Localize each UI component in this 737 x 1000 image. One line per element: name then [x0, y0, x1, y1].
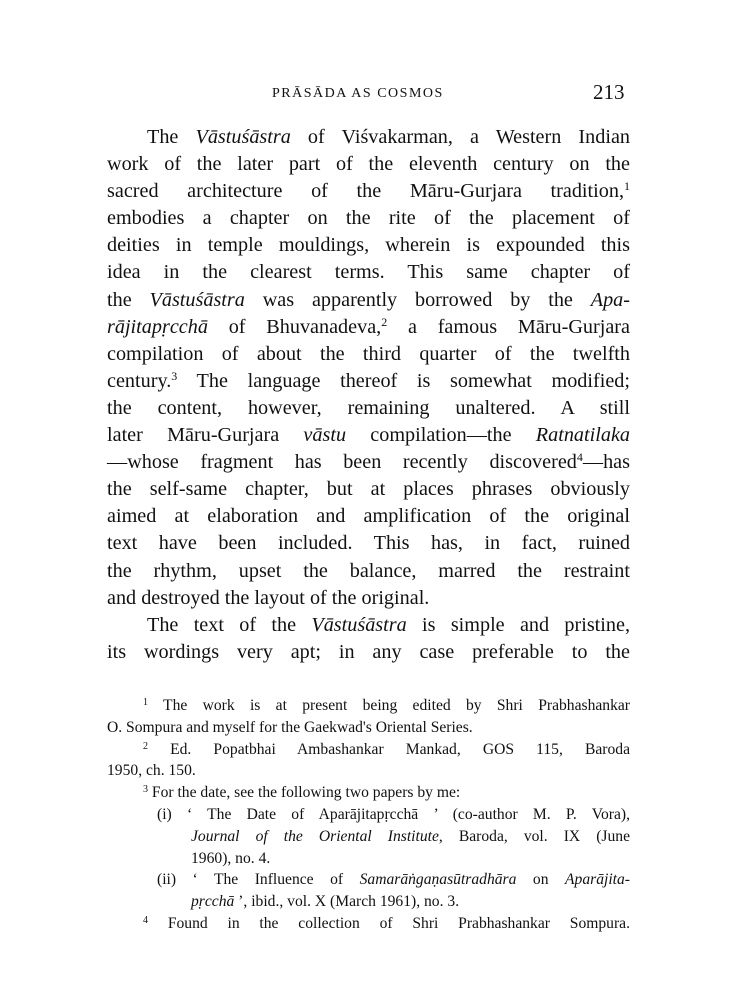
page-number: 213	[593, 80, 625, 104]
text-line: aimed at elaboration and amplification of the original	[107, 505, 630, 528]
footnotes	[107, 695, 630, 935]
text-line: work of the later part of the eleventh century on the	[107, 153, 630, 176]
footnote-text: Journal of the Oriental Institute, Baroda, vol. IX (June	[191, 827, 630, 845]
footnote-text: (ii) ‘ The Influence of Samarāṅgaṇasūtradhāra on Aparājita-	[157, 871, 631, 889]
footnote-text: O. Sompura and myself for the Gaekwad's Oriental Series.	[107, 718, 473, 736]
text-line: —whose fragment has been recently discovered$^4$—has	[107, 450, 630, 474]
running-head: PRĀSĀDA AS COSMOS	[272, 86, 444, 101]
text-line: embodies a chapter on the rite of the placement of	[107, 207, 630, 230]
text-line: text have been included. This has, in fact, ruined	[107, 532, 630, 555]
text-line: rājitapṛcchā of Bhuvanadeva,$^2$ a famous Māru-Gurjara	[107, 314, 630, 338]
footnote-3: $^3$ For the date, see the following two papers by me:	[143, 784, 461, 802]
text-line: the Vāstuśāstra was apparently borrowed by the Apa-	[107, 288, 630, 311]
text-line: The text of the Vāstuśāstra is simple and pristine,	[147, 613, 631, 636]
footnote-ref: 2	[381, 314, 388, 329]
text-line: the self-same chapter, but at places phrases obviously	[107, 478, 630, 501]
footnote-4: $^4$ Found in the collection of Shri Prabhashankar Sompura.	[143, 914, 630, 932]
body-text	[107, 124, 630, 666]
footnote-ref: 1	[624, 179, 630, 194]
footnote-text: 1960), no. 4.	[191, 849, 271, 867]
text-line: sacred architecture of the Māru-Gurjara tradition,$^1$	[107, 179, 630, 203]
text-line: the rhythm, upset the balance, marred the restraint	[107, 559, 630, 582]
footnote-2: $^2$ Ed. Popatbhai Ambashankar Mankad, GOS 115, Baroda	[143, 740, 630, 758]
footnote-text: 1950, ch. 150.	[107, 762, 196, 780]
footnote-ref: 4	[576, 450, 583, 465]
footnote-1: $^1$ The work is at present being edited by Shri Prabhashankar	[143, 697, 630, 714]
page-header	[0, 80, 737, 110]
text-line: deities in temple mouldings, wherein is expounded this	[107, 234, 630, 257]
text-line: compilation of about the third quarter of the twelfth	[107, 342, 630, 365]
text-line: The Vāstuśāstra of Viśvakarman, a Western Indian	[147, 126, 630, 148]
text-line: and destroyed the layout of the original.	[107, 586, 430, 609]
text-line: its wordings very apt; in any case preferable to the	[107, 640, 630, 663]
text-line: later Māru-Gurjara vāstu compilation—the Ratnatilaka	[107, 424, 630, 447]
footnote-text: (i) ‘ The Date of Aparājitapṛcchā ’ (co-author M. P. Vora),	[157, 805, 630, 823]
footnote-text: pṛcchā ’, ibid., vol. X (March 1961), no. 3.	[191, 893, 460, 911]
text-line: the content, however, remaining unaltered. A still	[107, 396, 630, 419]
text-line: century.$^3$ The language thereof is somewhat modified;	[107, 368, 630, 392]
footnote-ref: 3	[171, 368, 178, 383]
text-line: idea in the clearest terms. This same chapter of	[107, 261, 630, 284]
